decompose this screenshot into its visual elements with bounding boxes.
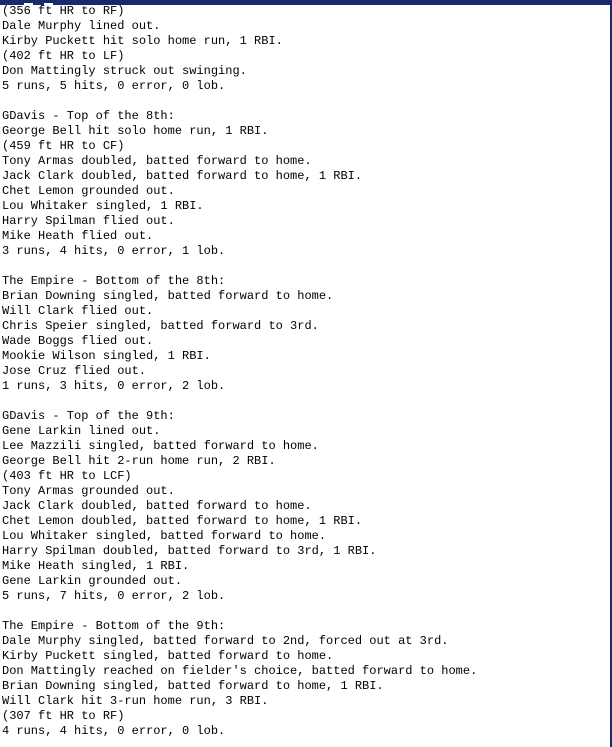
- log-line: Wade Boggs flied out.: [2, 334, 154, 348]
- log-line: Mike Heath singled, 1 RBI.: [2, 559, 190, 573]
- log-line: Kirby Puckett singled, batted forward to home.: [2, 649, 334, 663]
- log-line: Chet Lemon doubled, batted forward to home, 1 RBI.: [2, 514, 363, 528]
- log-line: Chet Lemon grounded out.: [2, 184, 175, 198]
- game-log: [2, 4, 606, 739]
- log-line: Brian Downing singled, batted forward to home.: [2, 289, 334, 303]
- log-blank-line: [2, 94, 606, 109]
- log-line: (356 ft HR to RF): [2, 4, 125, 18]
- log-line: 5 runs, 7 hits, 0 error, 2 lob.: [2, 589, 226, 603]
- log-line: Harry Spilman flied out.: [2, 214, 175, 228]
- log-line: (403 ft HR to LCF): [2, 469, 132, 483]
- log-line: Kirby Puckett hit solo home run, 1 RBI.: [2, 34, 283, 48]
- log-line: Don Mattingly reached on fielder's choice, batted forward to home.: [2, 664, 478, 678]
- log-line: George Bell hit solo home run, 1 RBI.: [2, 124, 269, 138]
- log-line: Don Mattingly struck out swinging.: [2, 64, 247, 78]
- log-line: 5 runs, 5 hits, 0 error, 0 lob.: [2, 79, 226, 93]
- log-line: Harry Spilman doubled, batted forward to 3rd, 1 RBI.: [2, 544, 377, 558]
- log-line: Mookie Wilson singled, 1 RBI.: [2, 349, 211, 363]
- log-line: Dale Murphy lined out.: [2, 19, 161, 33]
- log-line: Lee Mazzili singled, batted forward to home.: [2, 439, 319, 453]
- log-line: Jack Clark doubled, batted forward to home.: [2, 499, 312, 513]
- log-line: (402 ft HR to LF): [2, 49, 125, 63]
- log-line: Will Clark flied out.: [2, 304, 154, 318]
- log-section-header: The Empire - Bottom of the 8th:: [2, 274, 226, 288]
- log-line: (307 ft HR to RF): [2, 709, 125, 723]
- log-line: 4 runs, 4 hits, 0 error, 0 lob.: [2, 724, 226, 738]
- log-line: (459 ft HR to CF): [2, 139, 125, 153]
- log-line: George Bell hit 2-run home run, 2 RBI.: [2, 454, 276, 468]
- log-line: Brian Downing singled, batted forward to home, 1 RBI.: [2, 679, 384, 693]
- log-line: Gene Larkin grounded out.: [2, 574, 183, 588]
- log-line: Gene Larkin lined out.: [2, 424, 161, 438]
- log-blank-line: [2, 259, 606, 274]
- log-line: Jose Cruz flied out.: [2, 364, 147, 378]
- log-line: Chris Speier singled, batted forward to 3rd.: [2, 319, 319, 333]
- log-line: Tony Armas grounded out.: [2, 484, 175, 498]
- log-section-header: GDavis - Top of the 9th:: [2, 409, 175, 423]
- log-section-header: The Empire - Bottom of the 9th:: [2, 619, 226, 633]
- log-line: Lou Whitaker singled, batted forward to home.: [2, 529, 327, 543]
- log-blank-line: [2, 604, 606, 619]
- log-line: Dale Murphy singled, batted forward to 2nd, forced out at 3rd.: [2, 634, 449, 648]
- log-line: Will Clark hit 3-run home run, 3 RBI.: [2, 694, 269, 708]
- log-section-header: GDavis - Top of the 8th:: [2, 109, 175, 123]
- log-line: 3 runs, 4 hits, 0 error, 1 lob.: [2, 244, 226, 258]
- log-line: 1 runs, 3 hits, 0 error, 2 lob.: [2, 379, 226, 393]
- log-line: Lou Whitaker singled, 1 RBI.: [2, 199, 204, 213]
- log-line: Jack Clark doubled, batted forward to home, 1 RBI.: [2, 169, 363, 183]
- log-blank-line: [2, 394, 606, 409]
- log-line: Mike Heath flied out.: [2, 229, 154, 243]
- log-line: Tony Armas doubled, batted forward to home.: [2, 154, 312, 168]
